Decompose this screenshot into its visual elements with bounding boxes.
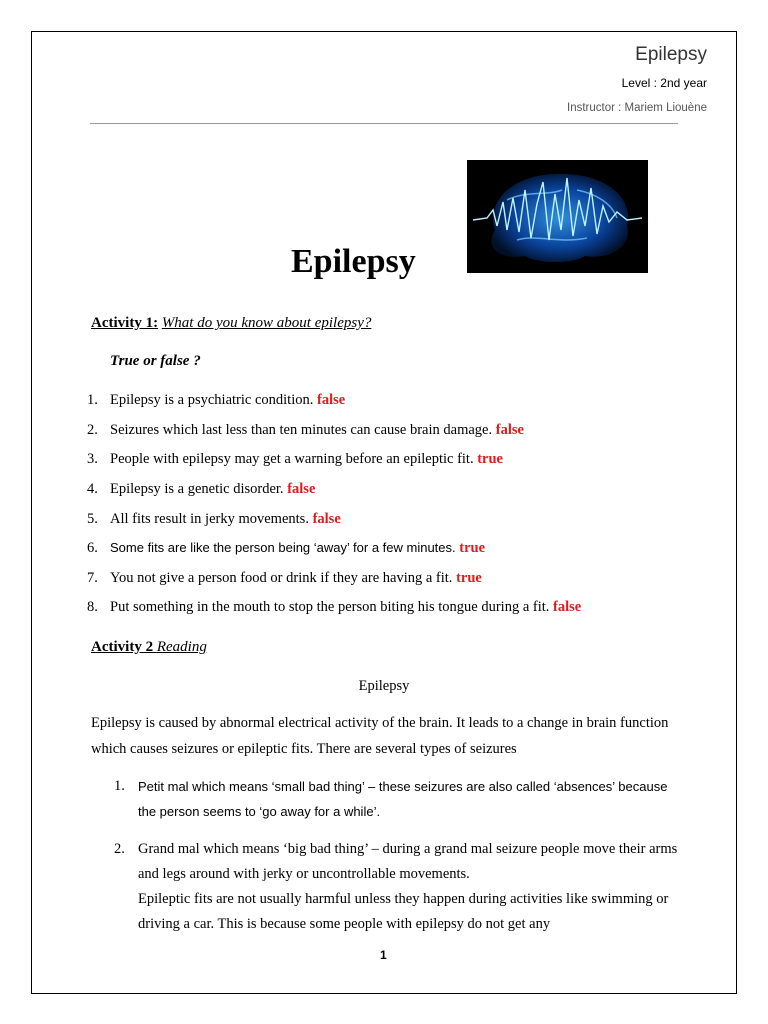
list-item: 2. Seizures which last less than ten minutes can cause brain damage. false <box>87 422 524 438</box>
list-item: 1. Petit mal which means ‘small bad thing’ – these seizures are also called ‘absences’ because the person seems to ‘go away for a while’. <box>114 778 668 819</box>
list-item: 6. Some fits are like the person being ‘away’ for a few minutes. true <box>87 540 486 556</box>
activity-1-label: Activity 1: <box>91 315 159 331</box>
list-item: 8. Put something in the mouth to stop the person biting his tongue during a fit. false <box>87 599 582 615</box>
activity-1-heading <box>91 315 371 332</box>
answer-badge: true <box>456 570 482 586</box>
reading-heading: Epilepsy <box>358 678 410 694</box>
activity-2-label: Activity 2 <box>91 639 157 655</box>
list-item: 5. All fits result in jerky movements. false <box>87 511 341 527</box>
reading-continuation: Epileptic fits are not usually harmful unless they happen during activities like swimming or driving a car. This is because some people with epilepsy do not get any <box>138 891 669 932</box>
brain-waves-image <box>467 160 648 273</box>
list-item: 1. Epilepsy is a psychiatric condition. false <box>87 392 346 408</box>
document-title: Epilepsy <box>291 243 416 280</box>
header-instructor: Instructor : Mariem Liouène <box>567 102 707 114</box>
header-level: Level : 2nd year <box>621 76 707 90</box>
activity-1-question: What do you know about epilepsy? <box>161 315 372 331</box>
list-item: 4. Epilepsy is a genetic disorder. false <box>87 481 316 497</box>
page-number: 1 <box>380 948 387 962</box>
true-false-subtitle: True or false ? <box>110 353 201 369</box>
list-item: 7. You not give a person food or drink if they are having a fit. true <box>87 570 482 586</box>
list-item: 3. People with epilepsy may get a warning before an epileptic fit. true <box>87 451 503 467</box>
header-title: Epilepsy <box>635 44 707 65</box>
answer-badge: false <box>312 511 341 527</box>
answer-badge: false <box>287 481 316 497</box>
answer-badge: false <box>553 599 582 615</box>
reading-intro: Epilepsy is caused by abnormal electrical activity of the brain. It leads to a change in brain function which causes seizures or epileptic fits. There are several types of seizures <box>91 715 669 757</box>
activity-2-subject: Reading <box>156 639 207 655</box>
answer-badge: false <box>317 392 346 408</box>
answer-badge: true <box>459 540 486 556</box>
answer-badge: false <box>495 422 524 438</box>
activity-2-heading <box>91 639 207 656</box>
answer-badge: true <box>477 451 503 467</box>
header-divider <box>90 123 678 124</box>
list-item: 2. Grand mal which means ‘big bad thing’ – during a grand mal seizure people move their arms and legs around with jerky or uncontrollable movements. Epileptic fits are not usually harmful unless they happen during activities like swimming or driving a car. This is because some people with epilepsy do not get any <box>114 837 678 937</box>
